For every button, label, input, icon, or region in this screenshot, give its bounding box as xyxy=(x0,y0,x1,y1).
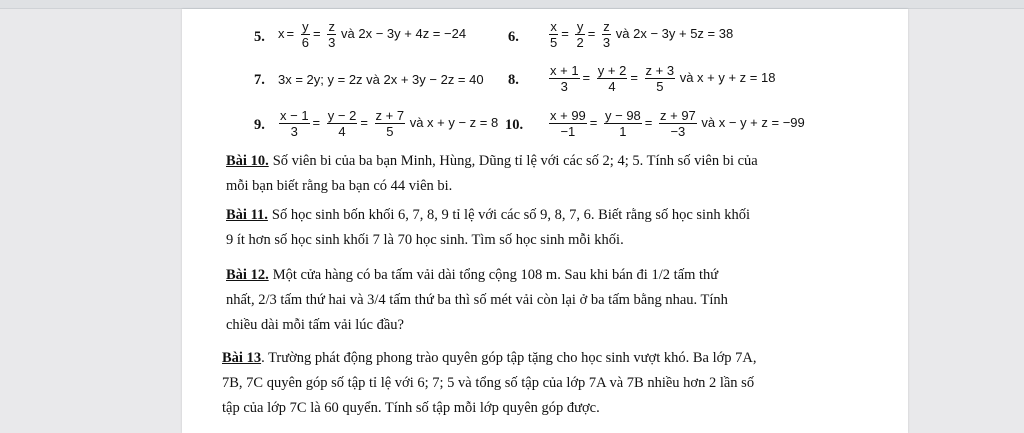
exercise-10-equation: $\frac{x + 99}{-1}$ = $\frac{y - 98}{1}$ = $\frac{z + 97}{-3}$ và x − y + z = −99 xyxy=(550,108,805,139)
exercise-8-number: 8. xyxy=(508,72,519,88)
viewer-toolbar xyxy=(0,0,1024,9)
problem-12-label: Bài 12. xyxy=(226,267,269,283)
exercise-10-number: 10. xyxy=(505,117,524,133)
exercise-5-equation: x = $\frac{y}{6}$ = $\frac{z}{3}$ và 2x − 3y + 4z = −24 xyxy=(278,19,467,50)
problem-10: Bài 10. Số viên bi của ba bạn Minh, Hùng, Dũng tỉ lệ với các số 2; 4; 5. Tính số viên bi của mỗi bạn biết rằng ba bạn có 44 viên bi. xyxy=(226,153,758,194)
exercise-9-equation: $\frac{x - 1}{3}$ = $\frac{y - 2}{4}$ = $\frac{z + 7}{5}$ và x + y − z = 8 xyxy=(280,108,499,139)
problem-13: Bài 13. Trường phát động phong trào quyên góp tập tặng cho học sinh vượt khó. Ba lớp 7A, 7B, 7C quyên góp số tập tỉ lệ với 6; 7; 5 và tổng số tập của lớp 7A và 7B nhiều hơn 2 lần số tập của lớp 7C là 60 quyển. Tính số tập mỗi lớp quyên góp được. xyxy=(222,350,757,416)
problem-10-label: Bài 10. xyxy=(226,153,269,169)
exercise-9-number: 9. xyxy=(254,117,265,133)
exercise-7-number: 7. xyxy=(254,72,265,88)
problem-11: Bài 11. Số học sinh bốn khối 6, 7, 8, 9 tỉ lệ với các số 9, 8, 7, 6. Biết rằng số học sinh khối 9 ít hơn số học sinh khối 7 là 70 học sinh. Tìm số học sinh mỗi khối. xyxy=(226,207,750,248)
exercise-6-equation: $\frac{x}{5}$ = $\frac{y}{2}$ = $\frac{z}{3}$ và 2x − 3y + 5z = 38 xyxy=(550,19,734,50)
exercise-5-number: 5. xyxy=(254,29,265,45)
problem-12: Bài 12. Một cửa hàng có ba tấm vải dài tổng cộng 108 m. Sau khi bán đi 1/2 tấm thứ nhất, 2/3 tấm thứ hai và 3/4 tấm thứ ba thì số mét vải còn lại ở ba tấm bằng nhau. Tính chiều dài mỗi tấm vải lúc đầu? xyxy=(226,267,728,333)
exercise-6-number: 6. xyxy=(508,29,519,45)
problem-13-label: Bài 13 xyxy=(222,350,262,366)
problem-11-label: Bài 11. xyxy=(226,207,268,223)
exercise-7-equation: 3x = 2y; y = 2z và 2x + 3y − 2z = 40 xyxy=(278,72,484,87)
exercise-8-equation: $\frac{x + 1}{3}$ = $\frac{y + 2}{4}$ = $\frac{z + 3}{5}$ và x + y + z = 18 xyxy=(550,63,776,94)
document-page xyxy=(182,9,908,433)
